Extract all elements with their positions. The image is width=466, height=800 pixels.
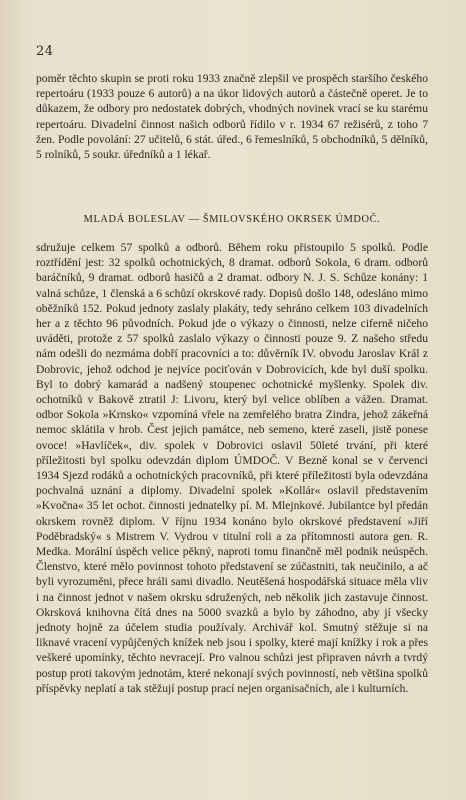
page-number: 24 xyxy=(36,44,54,59)
paragraph-main xyxy=(36,240,428,696)
paragraph-main-text: sdružuje celkem 57 spolků a odborů. Během roku přistoupilo 5 spolků. Podle roztřídění jest: 32 spolků ochotnických, 8 dramat. odborů Sokola, 6 dram. odborů baráčníků, 9 dramat. odborů hasičů a 2 dramat. odbory N. J. S. Schůze konány: 1 valná schůze, 1 členská a 6 schůzí okrskové rady. Dopisů došlo 148, odesláno mimo oběžníků 152. Pokud jednoty zaslaly plakáty, tedy sehráno celkem 103 divadelních her a z těchto 96 původních. Pokud jde o výkazy o činnosti, nelze ciferně ničeho uváděti, protože z 57 spolků zaslalo výkazy o činnosti pouze 9. Z našeho středu nám odešli do nezmáma dobří pracovníci a to: důvěrník IV. obvodu Jaroslav Král z Dobrovic, jehož odchod je nejvíce pociťován v Dobrovicích, kde byl duší spolku. Byl to dobrý kamarád a nadšený stoupenec ochotnické myšlenky. Spolek div. ochotníků v Bakově ztratil J: Livoru, který byl velice oblíben a vážen. Dramat. odbor Sokola »Krnsko« vzpomíná vřele na zemřelého bratra Zindra, jehož zákeřná nemoc sklátila v hrob. Čest jejich památce, neb semeno, které zaseli, jistě ponese ovoce! »Havlíček«, div. spolek v Dobrovici oslavil 50leté trvání, při které příležitosti byl spolku odevzdán diplom ÚMDOČ. V Bezně konal se v červenci 1934 Sjezd rodáků a ochotnických pracovníků, při které příležitosti byla odevzdána pochvalná uznání a diplomy. Divadelní spolek »Kollár« oslavil představením »Kvočna« 35 let ochot. činnosti jednatelky pí. M. Mlejnkové. Jubilantce byl předán okrskem rovněž diplom. V říjnu 1934 konáno bylo okrskové představení »Jiří Poděbradský« s Mistrem V. Vydrou v titulní roli a za přítomnosti autora gen. R. Medka. Morální úspěch velice pěkný, naproti tomu finančně měl podnik neúspěch. Členstvo, které mělo povinnost tohoto představení se zúčastniti, tak neučinilo, a ač byli vyrozuměni, přece hráli sami divadlo. Neutěšená hospodářská situace měla vliv i na činnost jednot v našem okrsku sdružených, neb několik jich zastavuje činnost. Okrsková knihovna čítá dnes na 5000 svazků a bylo by záhodno, aby jí všecky jednoty hojně za účelem studia používaly. Archivář kol. Smutný stěžuje si na liknavé vracení vypůjčených knížek neb jsou i spolky, které mají knížky i rok a přes veškeré upomínky, těchto nevracejí. Pro valnou schůzi jest připraven návrh a tvrdý postup proti takovým jednotám, které nekonají svých povinností, neb většina spolků příspěvky neplatí a tak stěžují postup prací nejen organisačních, ale i kulturních. xyxy=(36,241,428,695)
section-heading: MLADÁ BOLESLAV — ŠMILOVSKÉHO OKRSEK ÚMDOČ. xyxy=(83,214,381,225)
paragraph-top xyxy=(36,71,428,162)
paragraph-top-text: poměr těchto skupin se proti roku 1933 značně zlepšil ve prospěch staršího českého repertoáru (1933 pouze 6 autorů) a na úkor lidových autorů a částečně operet. Je to důkazem, že odbory pro nedostatek dobrých, vhodných novinek vrací se ku starému repertoáru. Divadelní činnost našich odborů řídilo v r. 1934 67 režisérů, z toho 7 žen. Podle povolání: 27 učitelů, 6 stát. úřed., 6 řemeslníků, 5 obchodníků, 5 dělníků, 5 rolníků, 5 soukr. úředníků a 1 lékař. xyxy=(36,72,428,162)
